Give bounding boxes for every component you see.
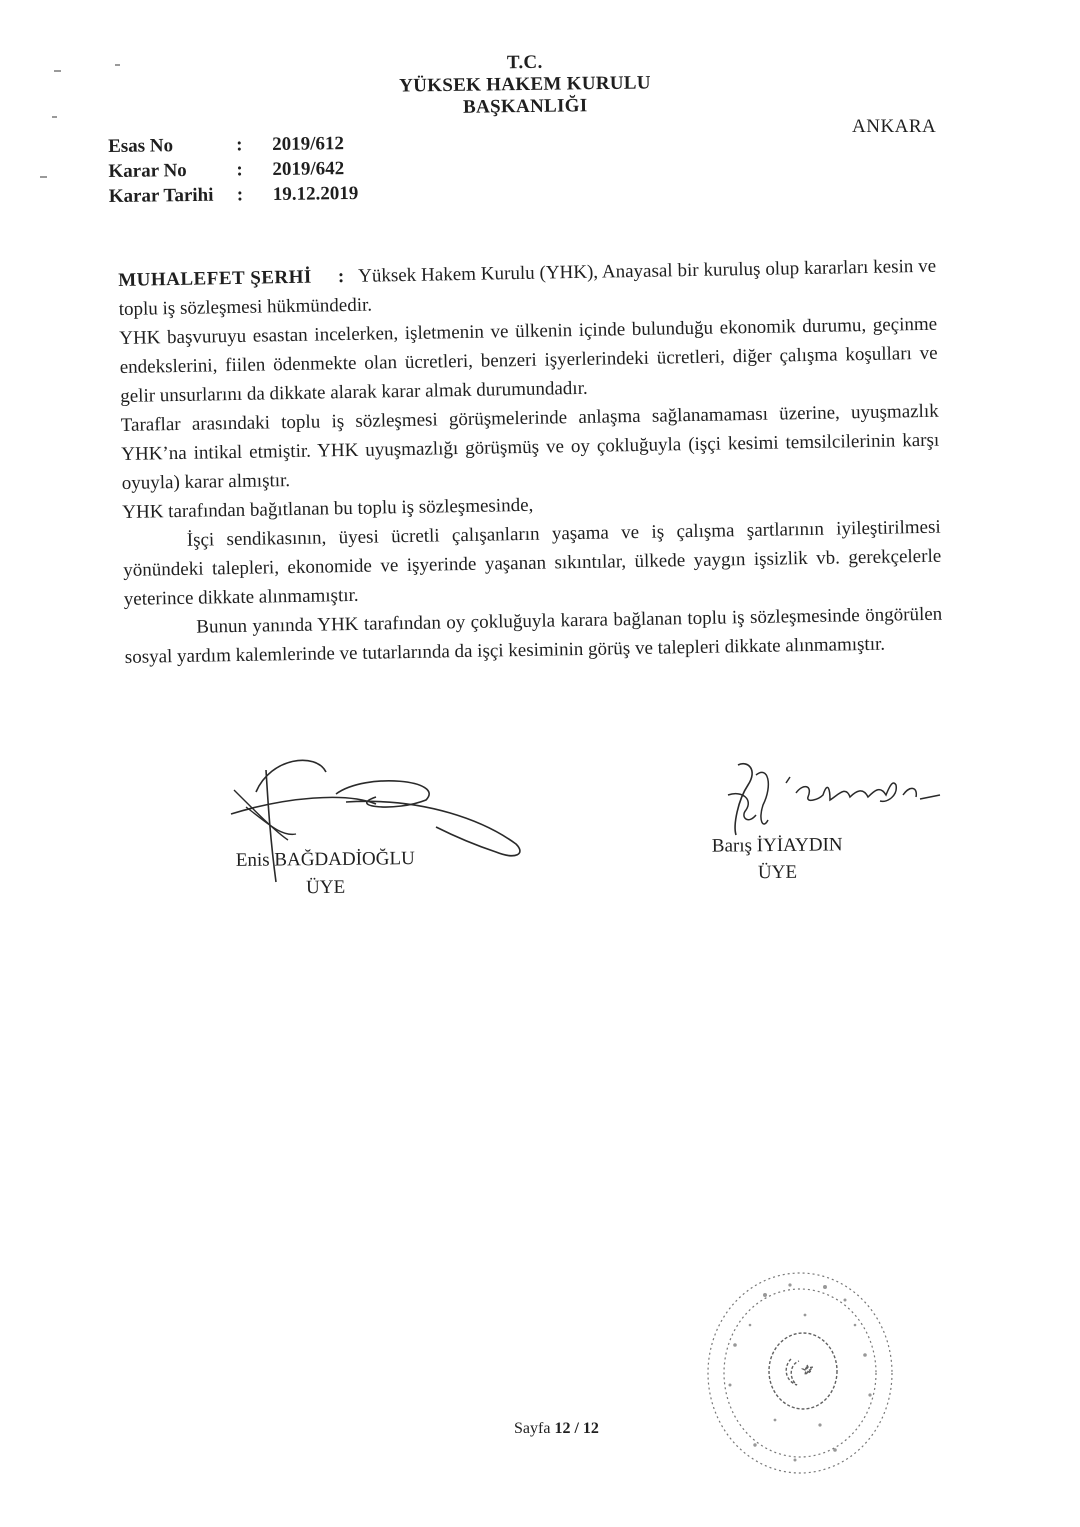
signatory-right [712,831,843,886]
document-header [300,49,751,120]
meta-colon: : [236,134,243,156]
header-line-institution: YÜKSEK HAKEM KURULU [399,72,651,97]
meta-label: Karar No [108,160,187,182]
meta-colon: : [236,184,244,206]
page-number-separator: / [574,1420,579,1437]
meta-value: 2019/642 [272,158,345,180]
meta-row-tarih [109,181,359,209]
paragraph: Taraflar arasındaki toplu iş sözleşmesi görüşmelerinde anlaşma sağlanamaması üzerine, uyuşmazlık YHK’na intikal etmiştir. YHK uyuşmazlığı görüşmüş ve oy çokluğuyla (işçi kesimi temsilcilerinin karşı oyuyla) karar almıştır. [120,400,940,494]
page-number-total: 12 [582,1420,599,1437]
header-line-tc: T.C. [506,51,543,74]
meta-row-esas [108,131,358,159]
dissent-label: MUHALEFET ŞERHİ [118,266,313,291]
meta-colon: : [236,159,243,181]
paragraph: Bunun yanında YHK tarafından oy çokluğuyla karara bağlanan toplu iş sözleşmesinde öngörülen sosyal yardım kalemlerinde ve tutarlarında da işçi kesiminin görüş ve talepleri dikkate alınmamıştır. [124,603,943,668]
paragraph: İşçi sendikasının, üyesi ücretli çalışanların yaşama ve iş çalışma şartlarının iyileştirilmesi yönündeki talepleri, ekonomide ve işyerinde yaşanan sıkıntılar, ülkede yaygın işsizlik vb. gerekçelerle yeterince dikkate alınmamıştır. [123,516,942,610]
signatory-role: ÜYE [757,861,798,884]
paragraph: YHK tarafından bağıtlanan bu toplu iş sözleşmesinde, [122,494,534,523]
scan-mark [54,70,61,72]
page-number-prefix: Sayfa [514,1420,551,1437]
signatory-role: ÜYE [305,876,346,899]
meta-value: 2019/612 [272,133,345,155]
paragraph: YHK başvuruyu esastan incelerken, işletmenin ve ülkenin içinde bulunduğu ekonomik durumu, geçinme endekslerini, fiilen ödenmekte olan ücretleri, benzeri işyerlerindeki ücretleri, diğer çalışma koşulları ve gelir unsurlarını da dikkate alarak karar almak durumundadır. [119,313,938,407]
meta-value: 19.12.2019 [272,182,359,205]
meta-label: Esas No [108,135,174,157]
scan-mark [52,116,57,118]
header-line-office: BAŞKANLIĞI [462,95,588,118]
meta-row-karar [108,156,358,184]
case-meta [108,131,358,209]
paragraph-text: Yüksek Hakem Kurulu (YHK), Anayasal bir kuruluş olup kararları kesin ve toplu iş sözleşmesi hükmündedir. [118,255,937,320]
dissent-body [118,252,943,672]
page-number [514,1420,599,1438]
signatory-name: Barış İYİAYDIN [711,834,843,857]
scan-mark [40,176,47,178]
signatory-left [236,845,415,903]
official-seal-stamp [695,1255,905,1485]
meta-label: Karar Tarihi [108,184,214,207]
dissent-colon: : [337,266,345,288]
signatory-name: Enis BAĞDADİOĞLU [235,848,415,871]
page-number-current: 12 [554,1420,571,1437]
city-label: ANKARA [852,116,937,137]
scan-mark [115,64,120,66]
